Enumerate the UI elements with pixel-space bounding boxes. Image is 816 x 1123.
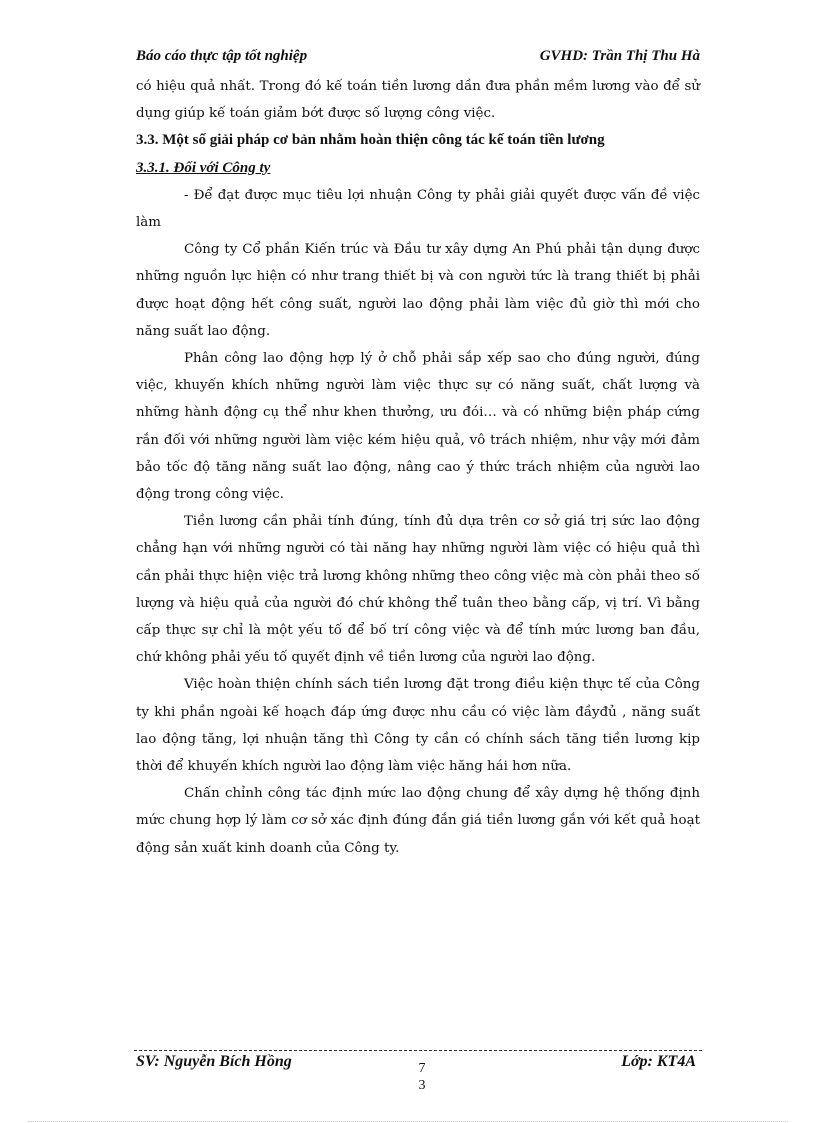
footer-class: Lớp: KT4A: [621, 1053, 696, 1070]
paragraph: - Để đạt được mục tiêu lợi nhuận Công ty phải giải quyết được vấn đề việc làm: [136, 187, 700, 231]
footer-student-name: SV: Nguyễn Bích Hồng: [136, 1053, 292, 1070]
section-heading: 3.3. Một số giải pháp cơ bản nhằm hoàn thiện công tác kế toán tiền lương: [136, 132, 605, 149]
header-report-title: Báo cáo thực tập tốt nghiệp: [136, 48, 308, 64]
page-number: [412, 1060, 432, 1094]
paragraph: Chấn chỉnh công tác định mức lao động chung để xây dựng hệ thống định mức chung hợp lý làm cơ sở xác định đúng đắn giá tiền lương gắn với kết quả hoạt động sản xuất kinh doanh của Công ty.: [136, 786, 700, 856]
footer-divider: [134, 1050, 702, 1051]
paragraph: Tiền lương cần phải tính đúng, tính đủ dựa trên cơ sở giá trị sức lao động chẳng hạn với những người có tài năng hay những người làm việc có hiệu quả thì cần phải thực hiện việc trả lương không những theo công việc mà còn phải theo số lượng và hiệu quả của người đó chứ không thể tuân theo bằng cấp, vị trí. Vì bằng cấp thực sự chỉ là một yếu tố để bố trí công việc và để tính mức lương ban đầu, chứ không phải yếu tố quyết định về tiền lương của người lao động.: [136, 514, 700, 666]
page-content: [136, 73, 700, 862]
header-supervisor: GVHD: Trần Thị Thu Hà: [539, 48, 700, 64]
page-bottom-edge: [28, 1121, 788, 1122]
page-number-line1: 7: [418, 1061, 426, 1076]
page-number-line2: 3: [418, 1078, 426, 1093]
paragraph: Việc hoàn thiện chính sách tiền lương đặt trong điều kiện thực tế của Công ty khi phần ngoài kế hoạch đáp ứng được nhu cầu có việc làm đầyđủ , năng suất lao động tăng, lợi nhuận tăng thì Công ty cần có chính sách tăng tiền lương kịp thời để khuyến khích người lao động làm việc hăng hái hơn nữa.: [136, 677, 700, 775]
paragraph: Phân công lao động hợp lý ở chỗ phải sắp xếp sao cho đúng người, đúng việc, khuyến khích những người làm việc thực sự có năng suất, chất lượng và những hành động cụ thể như khen thưởng, ưu đói… và có những biện pháp cứng rắn đối với những người làm việc kém hiệu quả, vô trách nhiệm, như vậy mới đảm bảo tốc độ tăng năng suất lao động, nâng cao ý thức trách nhiệm của người lao động trong công việc.: [136, 351, 700, 503]
paragraph-continuation: có hiệu quả nhất. Trong đó kế toán tiền lương dần đưa phần mềm lương vào để sử dụng giúp kế toán giảm bớt được số lượng công việc.: [136, 79, 700, 122]
subsection-heading: 3.3.1. Đối với Công ty: [136, 159, 271, 176]
paragraph: Công ty Cổ phần Kiến trúc và Đầu tư xây dựng An Phú phải tận dụng được những nguồn lực hiện có như trang thiết bị và con người tức là trang thiết bị phải được hoạt động hết công suất, người lao động phải làm việc đủ giờ thì mới cho năng suất lao động.: [136, 242, 700, 339]
